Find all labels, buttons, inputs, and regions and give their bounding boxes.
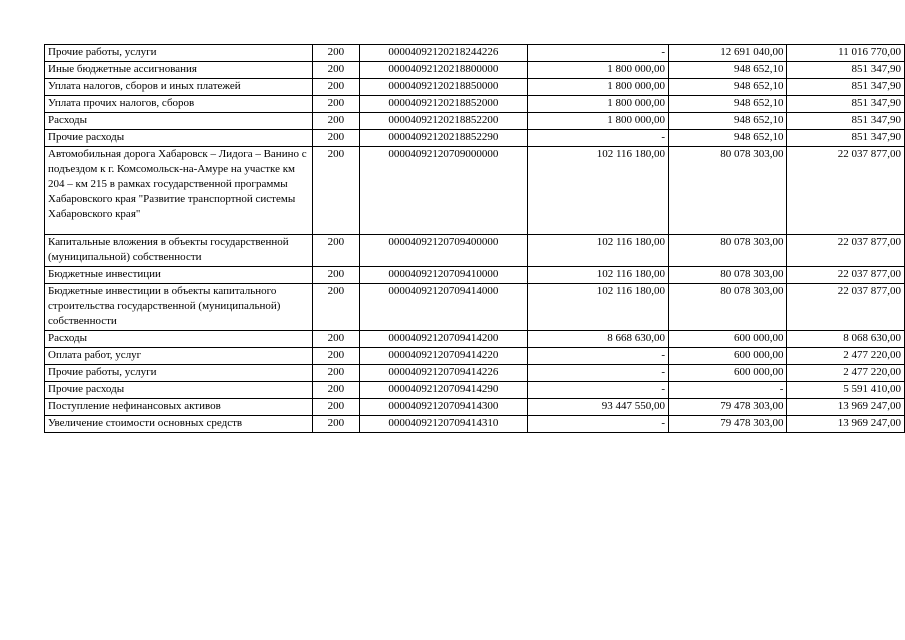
table-row bbox=[45, 284, 905, 331]
approved-amount-cell: 1 800 000,00 bbox=[527, 62, 668, 79]
unexecuted-amount-cell: 22 037 877,00 bbox=[787, 147, 905, 235]
line-code-cell: 200 bbox=[312, 235, 360, 267]
approved-amount-cell: 102 116 180,00 bbox=[527, 235, 668, 267]
budget-class-code-cell: 00004092120709400000 bbox=[360, 235, 527, 267]
table-row bbox=[45, 235, 905, 267]
budget-class-code-cell: 00004092120709000000 bbox=[360, 147, 527, 235]
approved-amount-cell: 1 800 000,00 bbox=[527, 79, 668, 96]
approved-amount-cell: 93 447 550,00 bbox=[527, 399, 668, 416]
table-row bbox=[45, 45, 905, 62]
executed-amount-cell: 80 078 303,00 bbox=[669, 147, 787, 235]
executed-amount-cell: 79 478 303,00 bbox=[669, 416, 787, 433]
line-code-cell: 200 bbox=[312, 267, 360, 284]
item-name-cell: Расходы bbox=[45, 331, 313, 348]
budget-class-code-cell: 00004092120218852290 bbox=[360, 130, 527, 147]
line-code-cell: 200 bbox=[312, 331, 360, 348]
item-name-cell: Поступление нефинансовых активов bbox=[45, 399, 313, 416]
item-name-cell: Уплата налогов, сборов и иных платежей bbox=[45, 79, 313, 96]
table-row bbox=[45, 96, 905, 113]
approved-amount-cell: 102 116 180,00 bbox=[527, 147, 668, 235]
line-code-cell: 200 bbox=[312, 147, 360, 235]
executed-amount-cell: 948 652,10 bbox=[669, 96, 787, 113]
approved-amount-cell: - bbox=[527, 45, 668, 62]
budget-class-code-cell: 00004092120709414000 bbox=[360, 284, 527, 331]
executed-amount-cell: 948 652,10 bbox=[669, 113, 787, 130]
table-row bbox=[45, 267, 905, 284]
line-code-cell: 200 bbox=[312, 348, 360, 365]
unexecuted-amount-cell: 851 347,90 bbox=[787, 96, 905, 113]
item-name-cell: Увеличение стоимости основных средств bbox=[45, 416, 313, 433]
budget-class-code-cell: 00004092120709410000 bbox=[360, 267, 527, 284]
line-code-cell: 200 bbox=[312, 96, 360, 113]
approved-amount-cell: - bbox=[527, 348, 668, 365]
unexecuted-amount-cell: 2 477 220,00 bbox=[787, 365, 905, 382]
table-row bbox=[45, 147, 905, 235]
budget-class-code-cell: 00004092120709414300 bbox=[360, 399, 527, 416]
table-row bbox=[45, 331, 905, 348]
table-row bbox=[45, 113, 905, 130]
approved-amount-cell: - bbox=[527, 382, 668, 399]
unexecuted-amount-cell: 8 068 630,00 bbox=[787, 331, 905, 348]
unexecuted-amount-cell: 2 477 220,00 bbox=[787, 348, 905, 365]
item-name-cell: Иные бюджетные ассигнования bbox=[45, 62, 313, 79]
unexecuted-amount-cell: 851 347,90 bbox=[787, 130, 905, 147]
approved-amount-cell: 1 800 000,00 bbox=[527, 113, 668, 130]
line-code-cell: 200 bbox=[312, 45, 360, 62]
unexecuted-amount-cell: 22 037 877,00 bbox=[787, 267, 905, 284]
executed-amount-cell: 12 691 040,00 bbox=[669, 45, 787, 62]
item-name-cell: Уплата прочих налогов, сборов bbox=[45, 96, 313, 113]
approved-amount-cell: - bbox=[527, 416, 668, 433]
executed-amount-cell: 948 652,10 bbox=[669, 79, 787, 96]
budget-class-code-cell: 00004092120218852200 bbox=[360, 113, 527, 130]
unexecuted-amount-cell: 13 969 247,00 bbox=[787, 399, 905, 416]
line-code-cell: 200 bbox=[312, 79, 360, 96]
item-name-cell: Капитальные вложения в объекты государственной (муниципальной) собственности bbox=[45, 235, 313, 267]
item-name-cell: Прочие расходы bbox=[45, 382, 313, 399]
line-code-cell: 200 bbox=[312, 416, 360, 433]
unexecuted-amount-cell: 5 591 410,00 bbox=[787, 382, 905, 399]
item-name-cell: Оплата работ, услуг bbox=[45, 348, 313, 365]
approved-amount-cell: 102 116 180,00 bbox=[527, 267, 668, 284]
unexecuted-amount-cell: 851 347,90 bbox=[787, 113, 905, 130]
item-name-cell: Прочие работы, услуги bbox=[45, 365, 313, 382]
budget-class-code-cell: 00004092120218850000 bbox=[360, 79, 527, 96]
line-code-cell: 200 bbox=[312, 399, 360, 416]
executed-amount-cell: 948 652,10 bbox=[669, 62, 787, 79]
budget-class-code-cell: 00004092120709414200 bbox=[360, 331, 527, 348]
item-name-cell: Бюджетные инвестиции в объекты капитального строительства государственной (муниципальной) собственности bbox=[45, 284, 313, 331]
executed-amount-cell: - bbox=[669, 382, 787, 399]
table-row bbox=[45, 399, 905, 416]
executed-amount-cell: 80 078 303,00 bbox=[669, 235, 787, 267]
line-code-cell: 200 bbox=[312, 284, 360, 331]
budget-class-code-cell: 00004092120218852000 bbox=[360, 96, 527, 113]
approved-amount-cell: - bbox=[527, 365, 668, 382]
executed-amount-cell: 948 652,10 bbox=[669, 130, 787, 147]
line-code-cell: 200 bbox=[312, 382, 360, 399]
executed-amount-cell: 80 078 303,00 bbox=[669, 284, 787, 331]
item-name-cell: Автомобильная дорога Хабаровск – Лидога – Ванино с подъездом к г. Комсомольск-на-Амуре на участке км 204 – км 215 в рамках государственной программы Хабаровского края "Развитие транспортной системы Хабаровского края" bbox=[45, 147, 313, 235]
executed-amount-cell: 600 000,00 bbox=[669, 331, 787, 348]
unexecuted-amount-cell: 851 347,90 bbox=[787, 79, 905, 96]
item-name-cell: Прочие работы, услуги bbox=[45, 45, 313, 62]
item-name-cell: Прочие расходы bbox=[45, 130, 313, 147]
table-row bbox=[45, 79, 905, 96]
executed-amount-cell: 79 478 303,00 bbox=[669, 399, 787, 416]
executed-amount-cell: 600 000,00 bbox=[669, 348, 787, 365]
line-code-cell: 200 bbox=[312, 130, 360, 147]
budget-class-code-cell: 00004092120218800000 bbox=[360, 62, 527, 79]
budget-class-code-cell: 00004092120709414226 bbox=[360, 365, 527, 382]
approved-amount-cell: - bbox=[527, 130, 668, 147]
item-name-cell: Расходы bbox=[45, 113, 313, 130]
table-row bbox=[45, 130, 905, 147]
table-row bbox=[45, 382, 905, 399]
budget-class-code-cell: 00004092120218244226 bbox=[360, 45, 527, 62]
approved-amount-cell: 102 116 180,00 bbox=[527, 284, 668, 331]
table-row bbox=[45, 348, 905, 365]
item-name-cell: Бюджетные инвестиции bbox=[45, 267, 313, 284]
budget-class-code-cell: 00004092120709414220 bbox=[360, 348, 527, 365]
unexecuted-amount-cell: 851 347,90 bbox=[787, 62, 905, 79]
budget-class-code-cell: 00004092120709414290 bbox=[360, 382, 527, 399]
unexecuted-amount-cell: 13 969 247,00 bbox=[787, 416, 905, 433]
approved-amount-cell: 1 800 000,00 bbox=[527, 96, 668, 113]
line-code-cell: 200 bbox=[312, 365, 360, 382]
unexecuted-amount-cell: 11 016 770,00 bbox=[787, 45, 905, 62]
table-row bbox=[45, 365, 905, 382]
executed-amount-cell: 80 078 303,00 bbox=[669, 267, 787, 284]
table-row bbox=[45, 62, 905, 79]
budget-report-table bbox=[44, 44, 905, 433]
unexecuted-amount-cell: 22 037 877,00 bbox=[787, 284, 905, 331]
unexecuted-amount-cell: 22 037 877,00 bbox=[787, 235, 905, 267]
line-code-cell: 200 bbox=[312, 62, 360, 79]
table-row bbox=[45, 416, 905, 433]
approved-amount-cell: 8 668 630,00 bbox=[527, 331, 668, 348]
budget-class-code-cell: 00004092120709414310 bbox=[360, 416, 527, 433]
executed-amount-cell: 600 000,00 bbox=[669, 365, 787, 382]
budget-report-body bbox=[45, 45, 905, 433]
line-code-cell: 200 bbox=[312, 113, 360, 130]
